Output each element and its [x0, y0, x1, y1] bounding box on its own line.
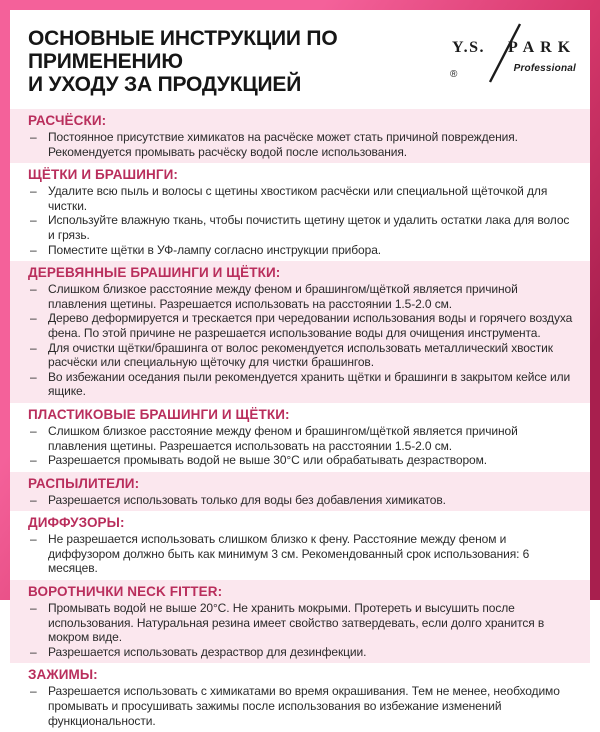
- care-section: [10, 261, 590, 403]
- page-title-line2: И УХОДУ ЗА ПРОДУКЦИЕЙ: [28, 73, 302, 96]
- bullet-text: Не разрешается использовать слишком близко к фену. Расстояние между феном и диффузором должно быть как минимум 3 см. Рекомендованный срок использования: 6 месяцев.: [48, 532, 530, 576]
- section-heading: ЗАЖИМЫ:: [28, 667, 98, 683]
- care-section: [10, 663, 590, 732]
- section-heading: РАСПЫЛИТЕЛИ:: [28, 475, 140, 491]
- section-bullets: [28, 684, 574, 728]
- bullet-dash: –: [30, 184, 37, 199]
- section-heading: ПЛАСТИКОВЫЕ БРАШИНГИ И ЩЁТКИ:: [28, 406, 290, 422]
- bullet-item: [28, 184, 574, 213]
- bullet-text: Постоянное присутствие химикатов на расчёске может стать причиной повреждения. Рекомендуется промывать расчёску водой после использования.: [48, 130, 518, 159]
- bullet-text: Разрешается использовать с химикатами во время окрашивания. Тем не менее, необходимо промывать и просушивать зажимы после использования во избежание изменений функциональности.: [48, 684, 560, 728]
- bullet-dash: –: [30, 242, 37, 257]
- bullet-dash: –: [30, 532, 37, 547]
- section-bullets: [28, 130, 574, 159]
- care-section: [10, 403, 590, 472]
- care-section: [10, 511, 590, 580]
- bullet-item: [28, 282, 574, 311]
- bullet-item: [28, 213, 574, 242]
- page-title-line1: ОСНОВНЫЕ ИНСТРУКЦИИ ПО ПРИМЕНЕНИЮ: [28, 27, 338, 73]
- logo-park-text: PARK: [508, 39, 577, 56]
- bullet-dash: –: [30, 453, 37, 468]
- bullet-text: Для очистки щётки/брашинга от волос рекомендуется использовать металлический хвостик расчёски или специальную щёточку для чистки брашингов.: [48, 340, 553, 370]
- bullet-text: Разрешается использовать дезраствор для дезинфекции.: [48, 644, 367, 659]
- care-section: [10, 163, 590, 261]
- bullet-item: [28, 424, 574, 453]
- section-heading: ДИФФУЗОРЫ:: [28, 515, 125, 531]
- section-heading: ДЕРЕВЯННЫЕ БРАШИНГИ И ЩЁТКИ:: [28, 265, 281, 281]
- bullet-item: [28, 370, 574, 399]
- instruction-sheet: [10, 10, 590, 728]
- logo-ys-text: Y.S.: [452, 39, 485, 56]
- bullet-text: Слишком близкое расстояние между феном и брашингом/щёткой является причиной плавления щетины. Разрешается использовать на расстоянии 1.5-2.0 см.: [48, 423, 518, 453]
- section-bullets: [28, 493, 574, 508]
- care-section: [10, 109, 590, 163]
- bullet-item: [28, 130, 574, 159]
- logo-professional-text: Professional: [513, 63, 576, 74]
- bullet-text: Поместите щётки в УФ-лампу согласно инструкции прибора.: [48, 242, 381, 257]
- section-heading: РАСЧЁСКИ:: [28, 113, 107, 128]
- bullet-item: [28, 601, 574, 645]
- bullet-text: Слишком близкое расстояние между феном и брашингом/щёткой является причиной плавления щетины. Разрешается использовать на расстоянии 1.5-2.0 см.: [48, 282, 518, 311]
- bullet-text: Во избежании оседания пыли рекомендуется хранить щётки и брашинги в закрытом кейсе или ящике.: [48, 369, 571, 399]
- bullet-dash: –: [30, 684, 37, 699]
- section-heading: ВОРОТНИЧКИ NECK FITTER:: [28, 584, 223, 600]
- section-bullets: [28, 532, 574, 576]
- ys-park-logo: [450, 22, 576, 84]
- bullet-dash: –: [30, 492, 37, 507]
- bullet-item: [28, 453, 574, 468]
- bullet-text: Удалите всю пыль и волосы с щетины хвостиком расчёски или специальной щёточкой для чистки.: [48, 184, 548, 213]
- bullet-text: Используйте влажную ткань, чтобы почистить щетину щеток и удалить остатки лака для волос и грязь.: [48, 213, 570, 242]
- bullet-dash: –: [30, 644, 37, 659]
- bullet-item: [28, 532, 574, 576]
- bullet-item: [28, 645, 574, 660]
- bullet-item: [28, 493, 574, 508]
- bullet-dash: –: [30, 213, 37, 228]
- section-bullets: [28, 424, 574, 468]
- bullet-item: [28, 684, 574, 728]
- section-heading: ЩЁТКИ И БРАШИНГИ:: [28, 167, 179, 183]
- bullet-text: Разрешается промывать водой не выше 30°C или обрабатывать дезраствором.: [48, 453, 487, 468]
- bullet-dash: –: [30, 369, 37, 384]
- bullet-text: Промывать водой не выше 20°C. Не хранить мокрыми. Протереть и высушить после использования. Натуральная резина имеет свойство затвердевать, если долго хранится в мокром виде.: [48, 601, 545, 645]
- bullet-text: Разрешается использовать только для воды без добавления химикатов.: [48, 492, 446, 507]
- care-section: [10, 472, 590, 512]
- section-bullets: [28, 601, 574, 659]
- bullet-dash: –: [30, 423, 37, 438]
- bullet-dash: –: [30, 130, 37, 144]
- bullet-dash: –: [30, 311, 37, 326]
- bullet-dash: –: [30, 340, 37, 355]
- bullet-dash: –: [30, 282, 37, 297]
- bullet-text: Дерево деформируется и трескается при чередовании использования воды и горячего воздуха фена. По этой причине не разрешается использование воды для очищения инструмента.: [48, 311, 573, 340]
- header: [10, 10, 590, 109]
- page-title: [28, 27, 448, 96]
- section-bullets: [28, 184, 574, 257]
- bullet-item: [28, 311, 574, 340]
- section-bullets: [28, 282, 574, 399]
- sections: [10, 109, 590, 732]
- registered-trademark-icon: ®: [450, 69, 458, 80]
- bullet-item: [28, 341, 574, 370]
- bullet-dash: –: [30, 601, 37, 616]
- bullet-item: [28, 243, 574, 258]
- care-section: [10, 580, 590, 663]
